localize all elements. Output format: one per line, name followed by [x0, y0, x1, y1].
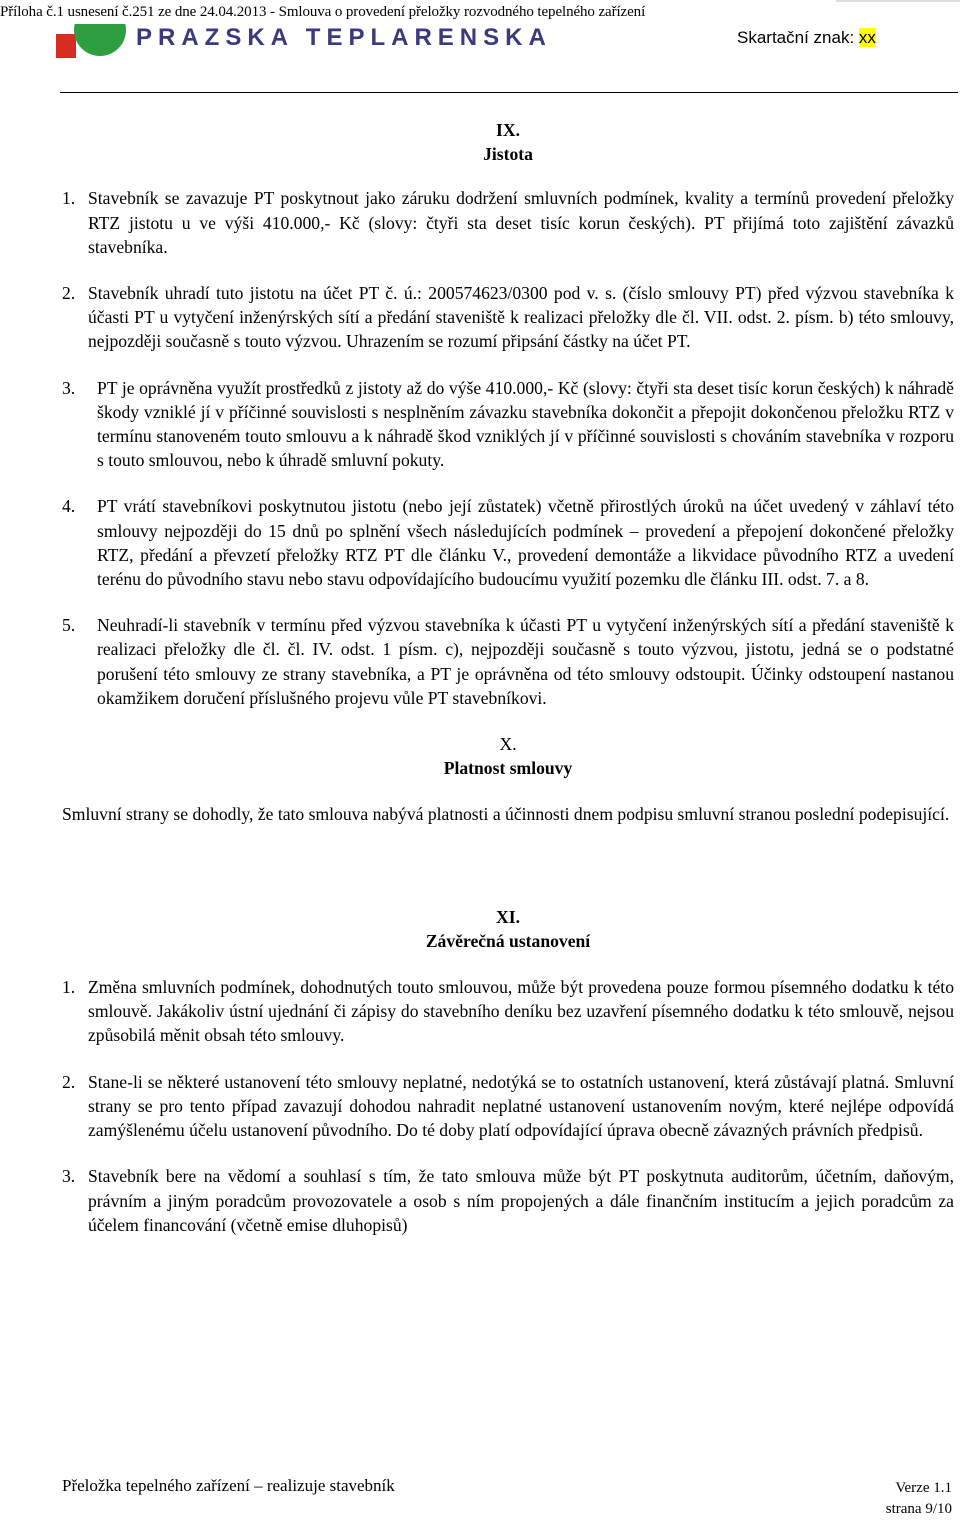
company-logo [52, 22, 552, 60]
item-text: Stavebník bere na vědomí a souhlasí s tím, že tato smlouva může být PT poskytnuta auditorům, účetním, daňovým, právním a jiným poradcům provozovatele a osob s ním propojených a dále finančním institucím a jejich poradcům za účelem financování (včetně emise dluhopisů) [88, 1166, 954, 1235]
item-number: 1. [62, 188, 76, 209]
section-11-title: Závěrečná ustanovení [425, 930, 591, 951]
shred-code-label: Skartační znak: [737, 28, 859, 47]
shred-code-value: xx [858, 28, 876, 47]
footer-document-name: Přeložka tepelného zařízení – realizuje stavebník [62, 1476, 395, 1495]
section-10-title: Platnost smlouvy [443, 758, 573, 779]
item-text: Neuhradí-li stavebník v termínu před výzvou stavebníka k účasti PT u vytyčení inženýrských sítí a předání staveniště k realizaci přeložky dle čl. čl. IV. odst. 1 písm. c), nejpozději současně s touto výzvou, jistotu, jedná se o podstatné porušení této smlouvy ze strany stavebníka, a PT je oprávněna od této smlouvy odstoupit. Účinky odstoupení nastanou okamžikem doručení příslušného projevu vůle PT stavebníkovi. [97, 615, 954, 708]
item-number: 3. [62, 377, 76, 398]
section-10-number: X. [499, 734, 517, 755]
item-number: 1. [62, 977, 76, 998]
item-number: 2. [62, 283, 76, 304]
item-text: PT vrátí stavebníkovi poskytnutou jistotu (nebo její zůstatek) včetně přirostlých úroků na účet uvedený v záhlaví této smlouvy nejpozději do 15 dnů po splnění všech následujících podmínek – provedení a přepojení dokončené přeložky RTZ, předání a převzetí přeložky RTZ PT dle článku V., provedení demontáže a likvidace původního RTZ a uvedení terénu do původního stavu nebo stavu odpovídajícího budoucímu využití pozemku dle článku III. odst. 7. a 8. [97, 496, 954, 590]
section-9-item-5 [62, 613, 954, 710]
section-11-item-1 [62, 975, 954, 1048]
footer-page-number: strana 9/10 [885, 1501, 952, 1517]
document-body [62, 118, 954, 1237]
item-text: Změna smluvních podmínek, dohodnutých touto smlouvou, může být provedena pouze formou písemného dodatku k této smlouvě. Jakákoliv ústní ujednání či zápisy do stavebního deníku bez uzavření písemného dodatku k této smlouvě, nejsou způsobilá měnit obsah této smlouvy. [88, 977, 954, 1046]
section-11-item-3 [62, 1164, 954, 1237]
section-11-item-2 [62, 1070, 954, 1143]
section-10-text: Smluvní strany se dohodly, že tato smlouva nabývá platnosti a účinnosti dnem podpisu smluvní stranou poslední podepisující. [62, 804, 950, 825]
section-9-item-1 [62, 186, 954, 259]
item-text: Stavebník uhradí tuto jistotu na účet PT č. ú.: 200574623/0300 pod v. s. (číslo smlouvy PT) před výzvou stavebníka k účasti PT u vytyčení inženýrských sítí a předání staveniště k realizaci přeložky dle čl. VII. odst. 2. písm. b) této smlouvy, nejpozději současně s touto výzvou. Uhrazením se rozumí připsání částky na účet PT. [88, 283, 954, 352]
item-number: 2. [62, 1071, 76, 1092]
section-9-item-3 [62, 376, 954, 473]
brand-name: PRAZSKA TEPLARENSKA [136, 24, 552, 51]
footer-meta [886, 1478, 952, 1520]
header-divider [60, 92, 958, 93]
section-9-number: IX. [496, 120, 520, 140]
item-text: PT je oprávněna využít prostředků z jistoty až do výše 410.000,- Kč (slovy: čtyři sta deset tisíc korun českých) k náhradě škody vzniklé jí v příčinné souvislosti s nesplněním závazku stavebníka dokončit a přepojit dokončenou přeložku RTZ v termínu stanoveném touto smlouvu a k náhradě škod vzniklých jí v příčinné souvislosti s chováním stavebníka v rozporu s touto smlouvou, nebo k úhradě smluvní pokuty. [97, 377, 954, 471]
shred-code [737, 28, 876, 48]
section-9-item-2 [62, 281, 954, 354]
item-text: Stane-li se některé ustanovení této smlouvy neplatné, nedotýká se to ostatních ustanovení, která zůstávají platná. Smluvní strany se pro tento případ zavazují dohodou nahradit neplatné ustanovení ustanovením novým, které nejlépe odpovídá zamýšlenému účelu ustanovení původního. Do té doby platí odpovídající úprava obecně závazných právních předpisů. [88, 1071, 954, 1141]
footer-version: Verze 1.1 [895, 1480, 952, 1496]
logo-mark-icon [52, 22, 130, 60]
item-text: Stavebník se zavazuje PT poskytnout jako záruku dodržení smluvních podmínek, kvality a termínů provedení přeložky RTZ jistotu u ve výši 410.000,- Kč (slovy: čtyři sta deset tisíc korun českých). PT přijímá toto zajištění závazků stavebníka. [88, 188, 954, 257]
item-number: 5. [62, 615, 76, 636]
section-9-item-4 [62, 494, 954, 591]
item-number: 4. [62, 496, 76, 517]
document-caption: Příloha č.1 usnesení č.251 ze dne 24.04.2013 - Smlouva o provedení přeložky rozvodného tepelného zařízení [0, 4, 646, 20]
item-number: 3. [62, 1166, 76, 1187]
header-decoration-line [836, 0, 960, 2]
section-9-title: Jistota [483, 144, 533, 165]
section-11-number: XI. [496, 906, 520, 927]
